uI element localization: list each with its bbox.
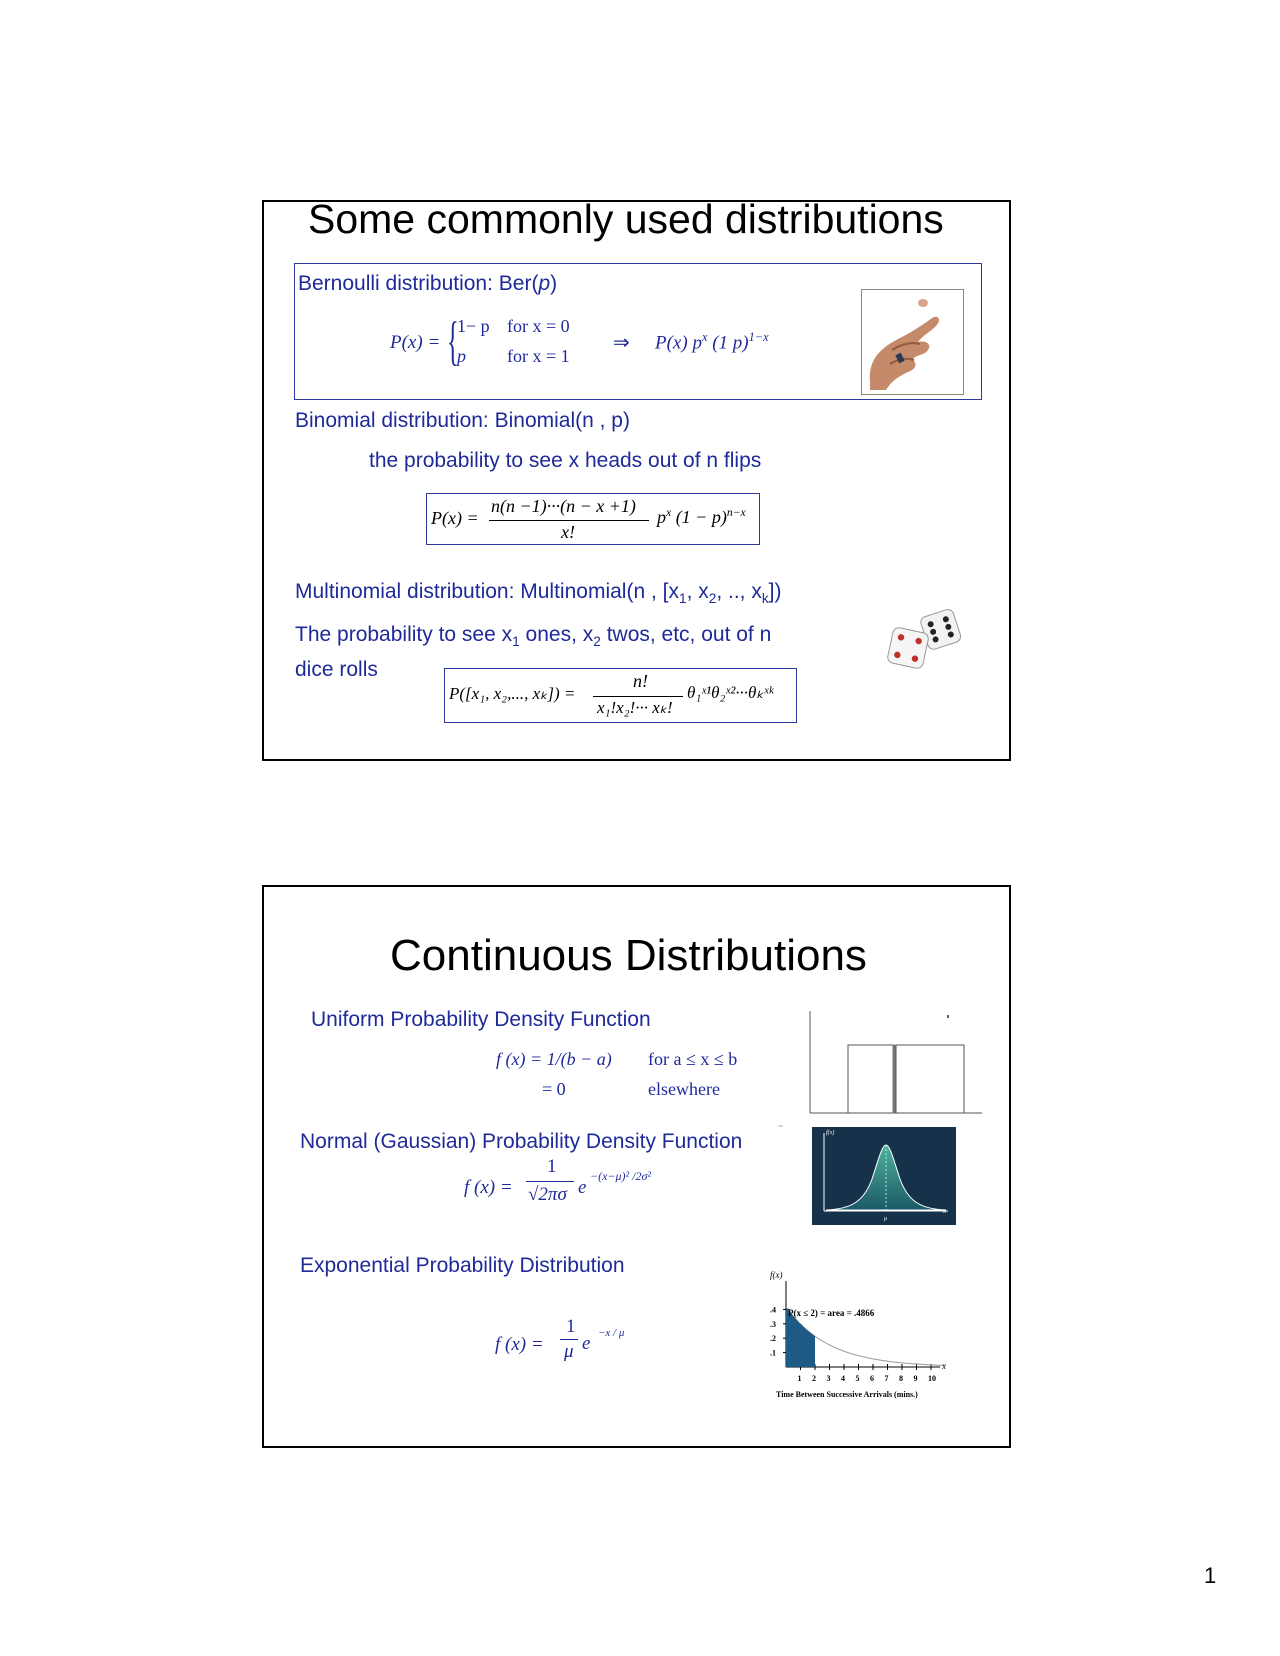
binomial-denominator: x! <box>561 522 575 542</box>
normal-graph <box>812 1127 956 1225</box>
bernoulli-brace: { <box>447 311 459 371</box>
exp-x-tick-label: 1 <box>797 1374 802 1383</box>
exp-x-tick-label: 6 <box>870 1374 874 1383</box>
normal-graph-ylabel: f(x) <box>826 1130 835 1136</box>
exp-x-tick-label: 3 <box>826 1374 831 1383</box>
multinomial-numerator: n! <box>633 671 648 691</box>
multinomial-formula <box>444 668 797 723</box>
exp-x-tick-label: 10 <box>928 1374 936 1383</box>
multinomial-desc-sub-2: 2 <box>593 634 601 650</box>
normal-graph-mu: μ <box>884 1216 888 1222</box>
multinomial-desc-b: ones, x <box>519 623 594 646</box>
slide-title: Continuous Distributions <box>390 931 867 980</box>
slide-2 <box>262 885 1011 1448</box>
multinomial-desc-a: The probability to see x <box>295 623 513 646</box>
uniform-line1-cond: for a ≤ x ≤ b <box>648 1049 738 1069</box>
exponential-graph-svg <box>764 1271 974 1401</box>
exp-graph-caption: Time Between Successive Arrivals (mins.) <box>776 1390 918 1399</box>
normal-graph-xlabel: x <box>943 1207 947 1215</box>
exponential-fraction-bar <box>560 1339 578 1340</box>
multinomial-sub-k: k <box>761 591 769 607</box>
multinomial-fraction-bar <box>593 696 683 697</box>
binomial-description: the probability to see x heads out of n flips <box>369 449 762 472</box>
multinomial-heading-prefix: Multinomial distribution: Multinomial(n , [x <box>295 580 679 603</box>
exp-graph-annotation: P(x ≤ 2) = area = .4866 <box>788 1308 875 1318</box>
normal-lhs: f (x) = <box>464 1177 513 1198</box>
exp-graph-ylabel: f(x) <box>770 1271 783 1280</box>
bernoulli-rhs-exp: x <box>701 330 708 344</box>
bernoulli-rhs-main: P(x) p <box>655 332 702 354</box>
exponential-heading: Exponential Probability Distribution <box>300 1254 625 1277</box>
multinomial-tail: θ₁ˣ¹θ₂ˣ²···θₖˣᵏ <box>687 683 774 702</box>
bernoulli-case1-condition: for x = 0 <box>507 316 570 336</box>
bernoulli-case2-condition: for x = 1 <box>507 346 570 366</box>
bernoulli-rhs-tail: (1 p) <box>707 332 749 354</box>
exp-x-tick-label: 2 <box>812 1374 816 1383</box>
multinomial-heading <box>295 580 782 606</box>
exp-x-tick-label: 7 <box>884 1374 889 1383</box>
multinomial-desc-sub-1: 1 <box>512 634 520 650</box>
binomial-q: (1 − p) <box>675 507 727 527</box>
coin-flip-image <box>861 289 964 395</box>
uniform-line2-cond: elsewhere <box>648 1079 720 1099</box>
uniform-line2-lhs: = 0 <box>542 1079 566 1099</box>
multinomial-sep-1: , x <box>686 580 709 603</box>
multinomial-desc-d: dice rolls <box>295 658 378 682</box>
normal-heading: Normal (Gaussian) Probability Density Function <box>300 1130 743 1153</box>
exponential-exp-base: e <box>582 1333 591 1354</box>
exp-graph-xlabel: x <box>942 1361 946 1371</box>
binomial-numerator: n(n −1)···(n − x +1) <box>491 496 636 516</box>
slide-1 <box>262 196 1011 761</box>
normal-fraction-bar <box>526 1181 574 1182</box>
uniform-graph <box>804 1009 984 1119</box>
uniform-line1-lhs: f (x) = 1/(b − a) <box>496 1049 612 1069</box>
bernoulli-rhs <box>655 330 769 354</box>
normal-denominator: √2πσ <box>528 1184 567 1205</box>
implies-arrow: ⇒ <box>613 332 630 354</box>
bernoulli-heading: Bernoulli distribution: Ber(p) <box>298 272 558 295</box>
exp-x-tick-label: 9 <box>913 1374 918 1383</box>
slide-title: Some commonly used distributions <box>308 196 944 242</box>
multinomial-lhs: P([x₁, x₂,..., xₖ]) = <box>449 684 576 703</box>
page-number: 1 <box>1204 1563 1217 1588</box>
binomial-p-exp: x <box>666 506 672 519</box>
binomial-tail <box>657 506 746 528</box>
exponential-numerator: 1 <box>566 1316 576 1337</box>
multinomial-desc-c: twos, etc, out of n <box>600 623 772 646</box>
exponential-exponent: −x / μ <box>598 1327 625 1339</box>
bernoulli-case2-value: p <box>457 346 466 366</box>
bernoulli-case1-value: 1− p <box>457 316 490 336</box>
exp-x-tick-label: 8 <box>899 1374 903 1383</box>
uniform-heading: Uniform Probability Density Function <box>311 1008 651 1031</box>
dice-image <box>884 602 972 672</box>
exp-y-tick-label: .1 <box>770 1348 776 1358</box>
exponential-lhs: f (x) = <box>495 1334 544 1355</box>
bernoulli-lhs: P(x) = <box>390 332 441 353</box>
multinomial-sub-2: 2 <box>708 591 717 607</box>
exp-x-tick-label: 4 <box>841 1374 845 1383</box>
normal-exponent: −(x−μ)² /2σ² <box>590 1169 651 1183</box>
exp-x-tick-label: 5 <box>855 1374 860 1383</box>
normal-exp-base: e <box>578 1177 587 1198</box>
exp-y-tick-label: .3 <box>770 1319 776 1329</box>
bernoulli-section <box>294 263 982 400</box>
normal-numerator: 1 <box>547 1156 557 1177</box>
binomial-fraction-bar <box>489 520 649 521</box>
binomial-heading: Binomial distribution: Binomial(n , p) <box>295 409 630 432</box>
multinomial-sub-1: 1 <box>678 591 687 607</box>
binomial-formula <box>426 493 760 545</box>
multinomial-heading-suffix: ]) <box>768 580 782 603</box>
binomial-lhs: P(x) = <box>431 508 479 528</box>
exponential-graph <box>764 1271 974 1401</box>
bernoulli-rhs-tail-exp: 1−x <box>748 330 769 344</box>
exp-y-tick-label: .4 <box>770 1305 776 1315</box>
binomial-q-exp: n−x <box>726 506 746 519</box>
exponential-denominator: μ <box>564 1341 574 1362</box>
multinomial-sep-2: , .., x <box>716 580 762 603</box>
multinomial-denominator: x₁!x₂!··· xₖ! <box>597 698 673 717</box>
exp-y-tick-label: .2 <box>770 1334 776 1344</box>
tilde-mark: ~ <box>778 1121 784 1131</box>
binomial-p: p <box>657 507 666 527</box>
